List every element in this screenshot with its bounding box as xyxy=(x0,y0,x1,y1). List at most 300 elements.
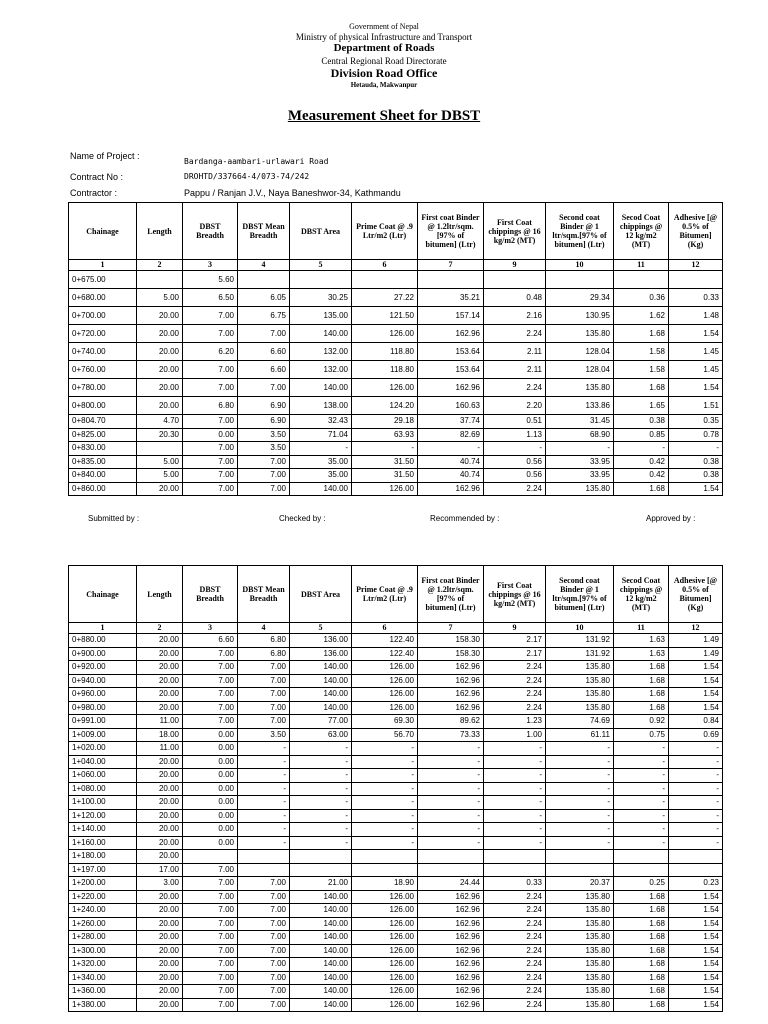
chainage-cell: 0+740.00 xyxy=(69,343,137,361)
value-cell: 1.51 xyxy=(669,397,723,415)
value-cell: 20.00 xyxy=(137,688,183,702)
value-cell: 1.58 xyxy=(614,343,669,361)
value-cell: 7.00 xyxy=(183,379,238,397)
project-label: Name of Project : xyxy=(70,151,140,161)
column-number: 10 xyxy=(546,260,614,271)
location-line: Hetauda, Makwanpur xyxy=(350,80,418,89)
value-cell xyxy=(238,850,290,864)
table-header-row xyxy=(69,203,723,260)
value-cell: 162.96 xyxy=(418,944,484,958)
value-cell: 162.96 xyxy=(418,688,484,702)
value-cell: 153.64 xyxy=(418,361,484,379)
value-cell: - xyxy=(614,442,669,456)
value-cell xyxy=(614,271,669,289)
value-cell: 140.00 xyxy=(290,379,352,397)
column-header: First Coat chippings @ 16 kg/m2 (MT) xyxy=(484,566,546,623)
value-cell: 140.00 xyxy=(290,688,352,702)
value-cell: 2.11 xyxy=(484,343,546,361)
value-cell: 135.80 xyxy=(546,379,614,397)
value-cell: 7.00 xyxy=(183,688,238,702)
value-cell: 7.00 xyxy=(238,379,290,397)
chainage-cell: 0+835.00 xyxy=(69,455,137,469)
column-number: 4 xyxy=(238,623,290,634)
value-cell: 140.00 xyxy=(290,985,352,999)
value-cell: 126.00 xyxy=(352,379,418,397)
value-cell: 1.54 xyxy=(669,325,723,343)
table-row xyxy=(69,379,723,397)
value-cell: 2.24 xyxy=(484,674,546,688)
value-cell: 0.00 xyxy=(183,796,238,810)
value-cell: 20.00 xyxy=(137,809,183,823)
value-cell: 1.54 xyxy=(669,931,723,945)
value-cell: 20.00 xyxy=(137,931,183,945)
value-cell: 2.24 xyxy=(484,904,546,918)
value-cell: 31.50 xyxy=(352,469,418,483)
submitted-by: Submitted by : xyxy=(88,514,140,523)
directorate-line: Central Regional Road Directorate xyxy=(321,55,447,66)
value-cell: 135.80 xyxy=(546,482,614,496)
value-cell: 7.00 xyxy=(183,877,238,891)
value-cell: 20.00 xyxy=(137,890,183,904)
value-cell: 135.00 xyxy=(290,307,352,325)
value-cell: 2.24 xyxy=(484,325,546,343)
table-row xyxy=(69,809,723,823)
value-cell: 7.00 xyxy=(183,944,238,958)
value-cell: 33.95 xyxy=(546,455,614,469)
value-cell: 32.43 xyxy=(290,415,352,429)
value-cell: - xyxy=(290,809,352,823)
value-cell: 0.42 xyxy=(614,469,669,483)
chainage-cell: 1+160.00 xyxy=(69,836,137,850)
table-row xyxy=(69,343,723,361)
value-cell: 6.60 xyxy=(238,361,290,379)
value-cell: 135.80 xyxy=(546,998,614,1012)
value-cell: 122.40 xyxy=(352,647,418,661)
value-cell: 20.00 xyxy=(137,850,183,864)
value-cell: - xyxy=(484,742,546,756)
value-cell: - xyxy=(484,809,546,823)
value-cell: 1.54 xyxy=(669,688,723,702)
value-cell xyxy=(669,850,723,864)
value-cell xyxy=(290,863,352,877)
value-cell: 2.24 xyxy=(484,958,546,972)
value-cell xyxy=(614,850,669,864)
value-cell: 140.00 xyxy=(290,917,352,931)
chainage-cell: 1+040.00 xyxy=(69,755,137,769)
value-cell: 2.17 xyxy=(484,647,546,661)
value-cell: 74.69 xyxy=(546,715,614,729)
column-header: DBST Breadth xyxy=(183,203,238,260)
chainage-cell: 1+140.00 xyxy=(69,823,137,837)
column-header: Chainage xyxy=(69,566,137,623)
value-cell: 0.25 xyxy=(614,877,669,891)
division-line: Division Road Office xyxy=(330,66,438,81)
value-cell: - xyxy=(290,769,352,783)
value-cell: 1.68 xyxy=(614,985,669,999)
chainage-cell: 1+380.00 xyxy=(69,998,137,1012)
value-cell: 1.68 xyxy=(614,958,669,972)
value-cell: 0.33 xyxy=(669,289,723,307)
chainage-cell: 0+991.00 xyxy=(69,715,137,729)
value-cell: 7.00 xyxy=(183,904,238,918)
table-row xyxy=(69,742,723,756)
column-header: DBST Mean Breadth xyxy=(238,566,290,623)
column-number: 4 xyxy=(238,260,290,271)
value-cell: - xyxy=(238,782,290,796)
chainage-cell: 1+100.00 xyxy=(69,796,137,810)
value-cell: 135.80 xyxy=(546,971,614,985)
value-cell: 7.00 xyxy=(183,325,238,343)
value-cell: 35.00 xyxy=(290,455,352,469)
value-cell: 7.00 xyxy=(183,985,238,999)
value-cell: 21.00 xyxy=(290,877,352,891)
value-cell: - xyxy=(546,836,614,850)
value-cell: 1.68 xyxy=(614,661,669,675)
value-cell: 140.00 xyxy=(290,998,352,1012)
contract-value: DROHTD/337664-4/073-74/242 xyxy=(184,172,310,181)
contractor-value: Pappu / Ranjan J.V., Naya Baneshwor-34, Kathmandu xyxy=(184,188,401,198)
value-cell: 35.00 xyxy=(290,469,352,483)
value-cell: 0.00 xyxy=(183,836,238,850)
value-cell: 1.23 xyxy=(484,715,546,729)
value-cell: 162.96 xyxy=(418,325,484,343)
value-cell: 0.00 xyxy=(183,769,238,783)
table-row xyxy=(69,958,723,972)
value-cell: 157.14 xyxy=(418,307,484,325)
column-header: Length xyxy=(137,203,183,260)
value-cell: 1.45 xyxy=(669,361,723,379)
value-cell: 1.00 xyxy=(484,728,546,742)
value-cell xyxy=(546,863,614,877)
value-cell: 162.96 xyxy=(418,701,484,715)
value-cell: 20.00 xyxy=(137,701,183,715)
chainage-cell: 1+260.00 xyxy=(69,917,137,931)
chainage-cell: 0+780.00 xyxy=(69,379,137,397)
chainage-cell: 1+340.00 xyxy=(69,971,137,985)
table-row xyxy=(69,661,723,675)
table-row xyxy=(69,482,723,496)
value-cell: - xyxy=(669,769,723,783)
column-header: DBST Area xyxy=(290,566,352,623)
value-cell: 7.00 xyxy=(183,971,238,985)
recommended-by: Recommended by : xyxy=(430,514,500,523)
chainage-cell: 0+880.00 xyxy=(69,634,137,648)
value-cell: 135.80 xyxy=(546,904,614,918)
value-cell: 5.00 xyxy=(137,455,183,469)
table-row xyxy=(69,850,723,864)
column-number: 2 xyxy=(137,623,183,634)
value-cell: 162.96 xyxy=(418,917,484,931)
value-cell xyxy=(183,850,238,864)
value-cell: 20.00 xyxy=(137,917,183,931)
value-cell: 0.00 xyxy=(183,755,238,769)
value-cell xyxy=(669,271,723,289)
value-cell: 20.00 xyxy=(137,944,183,958)
value-cell: 135.80 xyxy=(546,325,614,343)
measurement-table-2 xyxy=(68,565,723,1012)
value-cell: 0.51 xyxy=(484,415,546,429)
value-cell: 140.00 xyxy=(290,661,352,675)
value-cell: - xyxy=(352,769,418,783)
value-cell: 1.65 xyxy=(614,397,669,415)
value-cell: 7.00 xyxy=(183,931,238,945)
value-cell: 61.11 xyxy=(546,728,614,742)
value-cell xyxy=(238,271,290,289)
value-cell: 135.80 xyxy=(546,701,614,715)
value-cell: 0.00 xyxy=(183,823,238,837)
document-header xyxy=(0,22,768,89)
value-cell: 126.00 xyxy=(352,482,418,496)
table-row xyxy=(69,674,723,688)
value-cell: - xyxy=(614,823,669,837)
value-cell: - xyxy=(669,742,723,756)
value-cell: 162.96 xyxy=(418,890,484,904)
value-cell: 138.00 xyxy=(290,397,352,415)
table-row xyxy=(69,998,723,1012)
value-cell: 1.68 xyxy=(614,379,669,397)
table-row xyxy=(69,755,723,769)
value-cell: 2.24 xyxy=(484,931,546,945)
value-cell: 7.00 xyxy=(238,904,290,918)
value-cell: - xyxy=(669,823,723,837)
value-cell: 20.37 xyxy=(546,877,614,891)
table-row xyxy=(69,442,723,456)
value-cell: - xyxy=(669,755,723,769)
chainage-cell: 1+009.00 xyxy=(69,728,137,742)
value-cell: 1.45 xyxy=(669,343,723,361)
value-cell: 6.05 xyxy=(238,289,290,307)
value-cell: 7.00 xyxy=(238,661,290,675)
value-cell: 40.74 xyxy=(418,469,484,483)
value-cell: 4.70 xyxy=(137,415,183,429)
value-cell xyxy=(484,850,546,864)
value-cell: 2.24 xyxy=(484,944,546,958)
column-number: 6 xyxy=(352,260,418,271)
value-cell: 140.00 xyxy=(290,944,352,958)
value-cell: 3.50 xyxy=(238,728,290,742)
value-cell: 135.80 xyxy=(546,674,614,688)
value-cell: 140.00 xyxy=(290,325,352,343)
value-cell: 132.00 xyxy=(290,361,352,379)
approved-by: Approved by : xyxy=(646,514,696,523)
value-cell: 29.18 xyxy=(352,415,418,429)
value-cell: 56.70 xyxy=(352,728,418,742)
value-cell: - xyxy=(290,836,352,850)
value-cell: 7.00 xyxy=(238,971,290,985)
value-cell xyxy=(137,442,183,456)
chainage-cell: 1+220.00 xyxy=(69,890,137,904)
value-cell: 20.00 xyxy=(137,674,183,688)
value-cell: 162.96 xyxy=(418,482,484,496)
value-cell: - xyxy=(352,823,418,837)
value-cell: 136.00 xyxy=(290,634,352,648)
column-header: DBST Breadth xyxy=(183,566,238,623)
column-number: 1 xyxy=(69,260,137,271)
value-cell: - xyxy=(238,742,290,756)
value-cell: - xyxy=(352,742,418,756)
value-cell: 7.00 xyxy=(238,985,290,999)
table-header-row xyxy=(69,566,723,623)
chainage-cell: 0+960.00 xyxy=(69,688,137,702)
value-cell: 18.00 xyxy=(137,728,183,742)
value-cell: - xyxy=(290,782,352,796)
value-cell: 20.00 xyxy=(137,782,183,796)
value-cell: 0.00 xyxy=(183,782,238,796)
value-cell: 1.68 xyxy=(614,971,669,985)
value-cell: 6.90 xyxy=(238,397,290,415)
value-cell: 7.00 xyxy=(238,482,290,496)
value-cell: 7.00 xyxy=(238,944,290,958)
value-cell: 162.96 xyxy=(418,931,484,945)
value-cell: 11.00 xyxy=(137,742,183,756)
chainage-cell: 0+720.00 xyxy=(69,325,137,343)
value-cell: 1.68 xyxy=(614,890,669,904)
column-header: Second coat Binder @ 1 ltr/sqm.[97% of bitumen] (Ltr) xyxy=(546,203,614,260)
value-cell: 130.95 xyxy=(546,307,614,325)
value-cell: 1.54 xyxy=(669,701,723,715)
table-row xyxy=(69,836,723,850)
value-cell: 124.20 xyxy=(352,397,418,415)
value-cell: - xyxy=(614,809,669,823)
value-cell xyxy=(290,271,352,289)
column-header: Adhesive [@ 0.5% of Bitumen] (Kg) xyxy=(669,203,723,260)
column-header: Adhesive [@ 0.5% of Bitumen] (Kg) xyxy=(669,566,723,623)
value-cell: - xyxy=(669,809,723,823)
value-cell: 7.00 xyxy=(183,647,238,661)
value-cell: 0.00 xyxy=(183,742,238,756)
chainage-cell: 1+080.00 xyxy=(69,782,137,796)
value-cell: 7.00 xyxy=(183,455,238,469)
value-cell: - xyxy=(546,782,614,796)
value-cell: - xyxy=(418,742,484,756)
value-cell: 6.90 xyxy=(238,415,290,429)
value-cell: 132.00 xyxy=(290,343,352,361)
value-cell: 7.00 xyxy=(238,958,290,972)
value-cell: 140.00 xyxy=(290,890,352,904)
value-cell: 0.38 xyxy=(669,469,723,483)
chainage-cell: 1+300.00 xyxy=(69,944,137,958)
value-cell: 133.86 xyxy=(546,397,614,415)
value-cell: 7.00 xyxy=(183,701,238,715)
value-cell: 1.58 xyxy=(614,361,669,379)
value-cell: 1.54 xyxy=(669,985,723,999)
table-row xyxy=(69,931,723,945)
value-cell: 20.30 xyxy=(137,428,183,442)
value-cell: 126.00 xyxy=(352,674,418,688)
value-cell: - xyxy=(238,836,290,850)
value-cell: 0.00 xyxy=(183,728,238,742)
value-cell: 37.74 xyxy=(418,415,484,429)
value-cell: 126.00 xyxy=(352,958,418,972)
value-cell: 160.63 xyxy=(418,397,484,415)
value-cell: - xyxy=(546,755,614,769)
value-cell: 1.54 xyxy=(669,944,723,958)
value-cell: 128.04 xyxy=(546,343,614,361)
column-header: DBST Area xyxy=(290,203,352,260)
value-cell: 7.00 xyxy=(238,890,290,904)
value-cell: 7.00 xyxy=(238,877,290,891)
value-cell: 20.00 xyxy=(137,379,183,397)
value-cell: 140.00 xyxy=(290,971,352,985)
value-cell: 1.68 xyxy=(614,688,669,702)
value-cell: 6.80 xyxy=(238,647,290,661)
value-cell: 2.24 xyxy=(484,661,546,675)
value-cell: 20.00 xyxy=(137,904,183,918)
column-number: 7 xyxy=(418,260,484,271)
value-cell: 89.62 xyxy=(418,715,484,729)
chainage-cell: 1+060.00 xyxy=(69,769,137,783)
value-cell: 20.00 xyxy=(137,796,183,810)
value-cell: 126.00 xyxy=(352,890,418,904)
value-cell: 7.00 xyxy=(183,890,238,904)
value-cell: 140.00 xyxy=(290,958,352,972)
value-cell: - xyxy=(669,782,723,796)
value-cell xyxy=(484,863,546,877)
value-cell: 6.60 xyxy=(238,343,290,361)
table-row xyxy=(69,469,723,483)
value-cell: 20.00 xyxy=(137,998,183,1012)
value-cell: 1.62 xyxy=(614,307,669,325)
value-cell: 1.68 xyxy=(614,904,669,918)
chainage-cell: 1+360.00 xyxy=(69,985,137,999)
value-cell: 20.00 xyxy=(137,985,183,999)
value-cell: 0.56 xyxy=(484,455,546,469)
value-cell: 162.96 xyxy=(418,661,484,675)
contractor-label: Contractor : xyxy=(70,188,118,198)
value-cell: 7.00 xyxy=(238,931,290,945)
value-cell: 7.00 xyxy=(183,361,238,379)
value-cell: - xyxy=(484,823,546,837)
value-cell: 0.00 xyxy=(183,428,238,442)
value-cell: 162.96 xyxy=(418,958,484,972)
value-cell: 20.00 xyxy=(137,634,183,648)
column-header: First coat Binder @ 1.2ltr/sqm. [97% of bitumen] (Ltr) xyxy=(418,203,484,260)
value-cell: 1.68 xyxy=(614,701,669,715)
value-cell: - xyxy=(238,769,290,783)
value-cell: 5.00 xyxy=(137,469,183,483)
value-cell: 29.34 xyxy=(546,289,614,307)
value-cell xyxy=(352,271,418,289)
value-cell: - xyxy=(238,823,290,837)
value-cell: 2.20 xyxy=(484,397,546,415)
value-cell: 1.54 xyxy=(669,904,723,918)
value-cell: 121.50 xyxy=(352,307,418,325)
value-cell: 20.00 xyxy=(137,307,183,325)
value-cell: - xyxy=(418,836,484,850)
value-cell: 7.00 xyxy=(183,482,238,496)
value-cell: - xyxy=(546,742,614,756)
value-cell: - xyxy=(418,769,484,783)
chainage-cell: 1+200.00 xyxy=(69,877,137,891)
column-header: Second coat Binder @ 1 ltr/sqm.[97% of bitumen] (Ltr) xyxy=(546,566,614,623)
value-cell: 118.80 xyxy=(352,343,418,361)
value-cell: 2.24 xyxy=(484,985,546,999)
value-cell: 20.00 xyxy=(137,769,183,783)
value-cell: 0.38 xyxy=(669,455,723,469)
value-cell: 7.00 xyxy=(238,715,290,729)
value-cell: 1.54 xyxy=(669,998,723,1012)
table-row xyxy=(69,890,723,904)
chainage-cell: 0+860.00 xyxy=(69,482,137,496)
value-cell: 2.24 xyxy=(484,890,546,904)
column-number: 3 xyxy=(183,623,238,634)
value-cell: 0.78 xyxy=(669,428,723,442)
table-row xyxy=(69,428,723,442)
value-cell: 1.68 xyxy=(614,998,669,1012)
value-cell xyxy=(238,863,290,877)
value-cell: 0.69 xyxy=(669,728,723,742)
value-cell xyxy=(418,271,484,289)
